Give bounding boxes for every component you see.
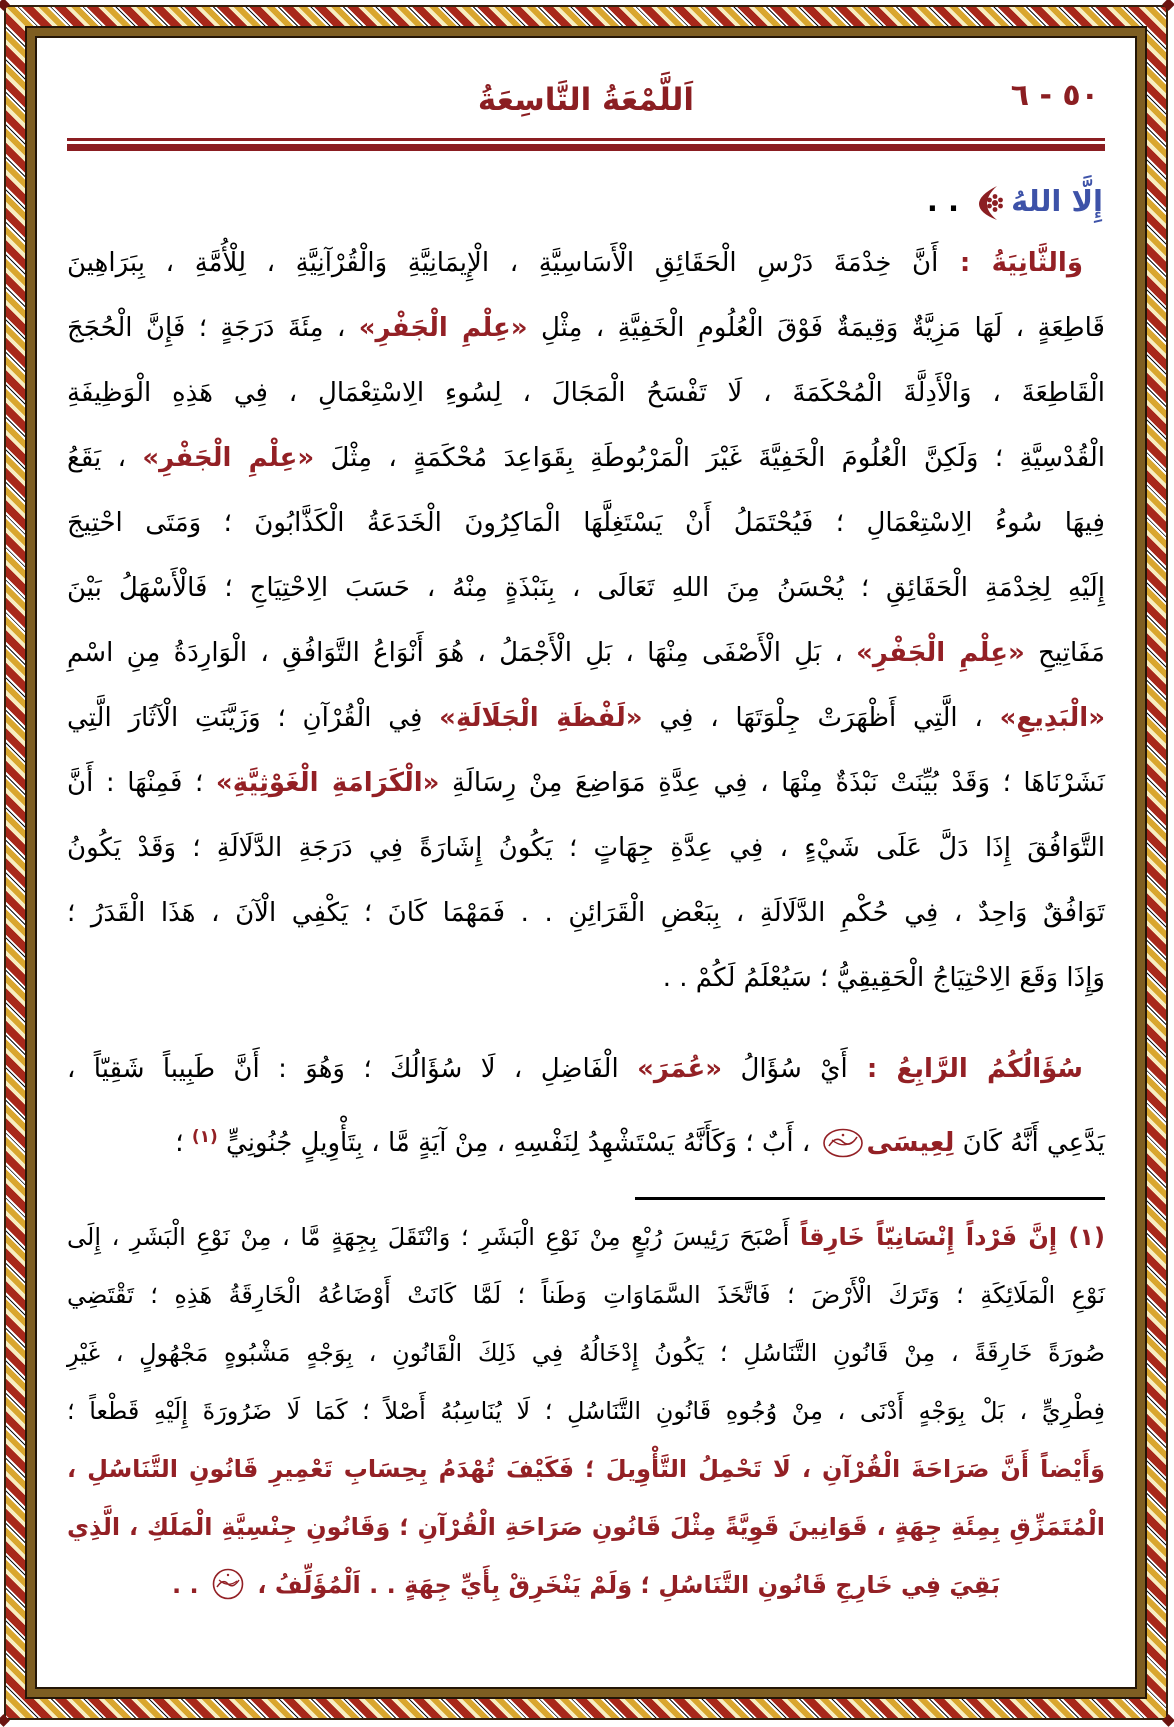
footnote-line: وَأَيْضاً أَنَّ صَرَاحَةَ الْقُرْآنِ ، لَا تَحْمِلُ التَّأْوِيلَ ؛ فَكَيْفَ تُهْدَمُ بِحِسَابِ تَعْمِيرِ قَانُونِ التَّنَاسُلِ ، — [68, 1455, 1106, 1483]
footnote-block — [68, 1208, 1106, 1614]
opening-line — [68, 183, 1104, 223]
inner-brown-border — [26, 26, 1148, 1699]
decorative-chain-border — [5, 5, 1169, 1720]
page-title: اَللَّمْعَةُ التَّاسِعَةُ — [478, 82, 696, 118]
text-line: قَاطِعَةٍ ، لَهَا مَزِيَّةٌ وَقِيمَةٌ فَوْقَ الْعُلُومِ الْخَفِيَّةِ ، مِثْلِ «عِلْمِ الْجَفْرِ» ، مِئَةَ دَرَجَةٍ ؛ فَإِنَّ الْحُجَجَ — [68, 313, 1106, 343]
author-seal-icon — [211, 1567, 247, 1601]
page-number: ٥٠ - ٦ — [1011, 78, 1100, 113]
opening-phrase: إِلَّا اللهُ — [1012, 184, 1104, 218]
footnote-line: بَقِيَ فِي خَارِجِ قَانُونِ التَّنَاسُلِ ؛ وَلَمْ يَنْخَرِقْ بِأَيِّ جِهَةٍ . . اَلْمُؤَلِّفُ ، . . — [68, 1556, 1106, 1614]
footnote-line: الْمُتَمَزِّقِ بِمِئَةِ جِهَةٍ ، قَوَانِينَ قَوِيَّةً مِثْلَ قَانُونِ صَرَاحَةِ الْقُرْآنِ ؛ وَقَانُونِ جِنْسِيَّةِ الْمَلَكِ ، الَّذِي — [68, 1513, 1106, 1541]
alayhi-salam-seal-icon — [823, 1128, 865, 1158]
text-line: وَالثَّانِيَةُ : أَنَّ خِدْمَةَ دَرْسِ الْحَقَائِقِ الْأَسَاسِيَّةِ ، الْإِيمَانِيَّةِ وَالْقُرْآنِيَّةِ ، لِلْأُمَّةِ ، بِبَرَاهِينَ — [68, 248, 1085, 278]
double-rule-divider — [68, 138, 1106, 151]
paragraph-fourth-question — [68, 1035, 1106, 1177]
text-line: فِيهَا سُوءُ الِاسْتِعْمَالِ ؛ فَيُحْتَمَلُ أَنْ يَسْتَغِلَّهَا الْمَاكِرُونَ الْخَدَعَةُ الْكَذَّابُونَ ؛ وَمَتَى احْتِيجَ — [68, 508, 1106, 538]
text-line: إِلَيْهِ لِخِدْمَةِ الْحَقَائِقِ ؛ يُحْسَنُ مِنَ اللهِ تَعَالَى ، بِنَبْذَةٍ مِنْهُ ، حَسَبَ الِاحْتِيَاجِ ؛ فَالْأَسْهَلُ بَيْنَ — [68, 573, 1106, 603]
crescent-rosette-ornament-icon — [970, 184, 1012, 218]
footnote-separator — [636, 1197, 1106, 1200]
text-line: تَوَافُقٌ وَاحِدٌ ، فِي حُكْمِ الدَّلَالَةِ ، بِبَعْضِ الْقَرَائِنِ . . فَمَهْمَا كَانَ ؛ يَكْفِي الْآنَ ، هَذَا الْقَدَرُ ؛ — [68, 898, 1106, 928]
page-content — [36, 36, 1138, 1689]
text-line: وَإِذَا وَقَعَ الِاحْتِيَاجُ الْحَقِيقِيُّ ؛ سَيُعْلَمُ لَكُمْ . . — [663, 963, 1106, 993]
footnote-line: (١) إِنَّ فَرْداً إِنْسَانِيّاً خَارِقاً أَصْبَحَ رَئِيسَ رُبْعٍ مِنْ نَوْعِ الْبَشَرِ ؛ وَانْتَقَلَ بِجِهَةٍ مَّا ، مِنْ نَوْعِ الْبَشَرِ ، إِلَى — [68, 1223, 1106, 1251]
opening-dots: . . — [927, 184, 971, 218]
text-line: «الْبَدِيعِ» ، الَّتِي أَظْهَرَتْ جِلْوَتَهَا ، فِي «لَفْظَةِ الْجَلَالَةِ» فِي الْقُرْآنِ ؛ وَزَيَّنَتِ الْآثَارَ الَّتِي — [68, 703, 1106, 733]
footnote-line: نَوْعِ الْمَلَائِكَةِ ؛ وَتَرَكَ الْأَرْضَ ؛ فَاتَّخَذَ السَّمَاوَاتِ وَطَناً ؛ لَمَّا كَانَتْ أَوْضَاعُهُ الْخَارِقَةُ هَذِهِ ؛ تَقْتَضِي — [68, 1281, 1106, 1309]
text-line: الْقَاطِعَةَ ، وَالْأَدِلَّةَ الْمُحْكَمَةَ ، لَا تَفْسَحُ الْمَجَالَ ، لِسُوءِ الِاسْتِعْمَالِ ، فِي هَذِهِ الْوَظِيفَةِ — [68, 378, 1106, 408]
text-line: الْقُدْسِيَّةِ ؛ وَلَكِنَّ الْعُلُومَ الْخَفِيَّةَ غَيْرَ الْمَرْبُوطَةِ بِقَوَاعِدَ مُحْكَمَةٍ ، مِثْلَ «عِلْمِ الْجَفْرِ» ، يَقَعُ — [68, 443, 1106, 473]
page-header — [68, 74, 1106, 136]
text-line: مَفَاتِيحِ «عِلْمِ الْجَفْرِ» ، بَلِ الْأَصْفَى مِنْهَا ، بَلِ الْأَجْمَلُ ، هُوَ أَنْوَاعُ التَّوَافُقِ ، الْوَارِدَةُ مِنِ اسْمِ — [68, 638, 1106, 668]
footnote-line: صُورَةً خَارِقَةً ، مِنْ قَانُونِ التَّنَاسُلِ ؛ يَكُونُ إِدْخَالُهُ فِي ذَلِكَ الْقَانُونِ ، بِوَجْهٍ مَشْبُوهٍ مَجْهُولٍ ، غَيْرِ — [68, 1339, 1106, 1367]
text-line: سُؤَالُكُمُ الرَّابِعُ : أَيْ سُؤَالُ «عُمَرَ» الْفَاضِلِ ، لَا سُؤَالُكَ ؛ وَهُوَ : أَنَّ طَبِيباً شَقِيّاً ، — [68, 1054, 1085, 1084]
alayhi-salam-seal-icon — [823, 1127, 865, 1159]
paragraph-second-point — [68, 231, 1106, 1011]
text-line: نَشَرْنَاهَا ؛ وَقَدْ بُيِّنَتْ نَبْذَةٌ مِنْهَا ، فِي عِدَّةِ مَوَاضِعَ مِنْ رِسَالَةِ «الْكَرَامَةِ الْغَوْثِيَّةِ» ؛ فَمِنْهَا : أَنَّ — [68, 768, 1107, 798]
text-line: يَدَّعِي أَنَّهُ كَانَ لِعِيسَى ، أَبٌ ؛ وَكَأَنَّهُ يَسْتَشْهِدُ لِنَفْسِهِ ، مِنْ آيَةٍ مَّا ، بِتَأْوِيلٍ جُنُونِيٍّ $^{(١)}$ ؛ — [176, 1127, 1106, 1158]
author-seal-icon — [211, 1571, 247, 1599]
footnote-line: فِطْرِيٍّ ، بَلْ بِوَجْهٍ أَدْنَى ، مِنْ وُجُوهِ قَانُونِ التَّنَاسُلِ ؛ لَا يُنَاسِبُهُ أَصْلاً ؛ كَمَا لَا ضَرُورَةَ إِلَيْهِ قَطْعاً ؛ — [68, 1397, 1106, 1425]
text-line: التَّوَافُقَ إِذَا دَلَّ عَلَى شَيْءٍ ، فِي عِدَّةِ جِهَاتٍ ؛ يَكُونُ إِشَارَةً فِي دَرَجَةِ الدَّلَالَةِ ؛ وَقَدْ يَكُونُ — [68, 833, 1106, 863]
